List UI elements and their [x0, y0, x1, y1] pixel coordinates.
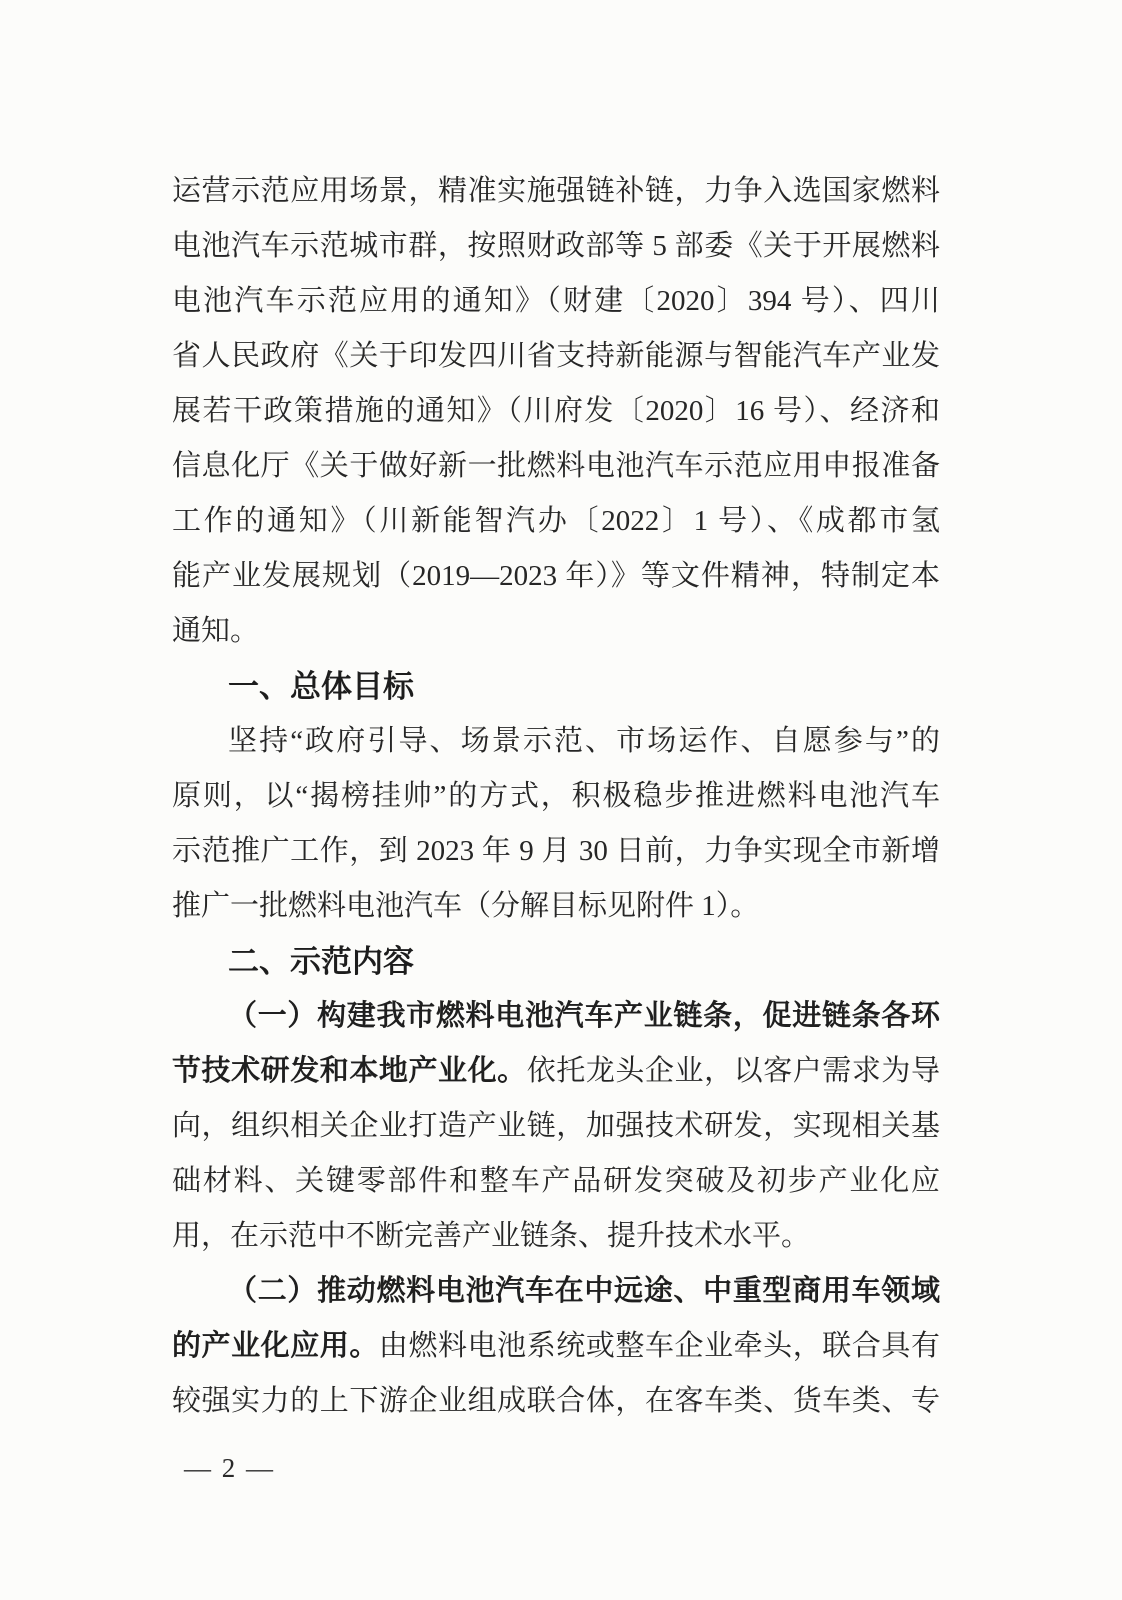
text-line — [172, 1319, 940, 1374]
line-text: 依托龙头企业，以客户需求为导 — [526, 1055, 940, 1087]
text-line: （一）构建我市燃料电池汽车产业链条，促进链条各环 — [228, 1000, 940, 1032]
text-line: 工作的通知》（川新能智汽办〔2022〕1 号）、《成都市氢 — [172, 505, 940, 537]
text-line: 向，组织相关企业打造产业链，加强技术研发，实现相关基 — [172, 1110, 940, 1142]
text-line: 推广一批燃料电池汽车（分解目标见附件 1）。 — [172, 890, 760, 922]
text-line: 坚持“政府引导、场景示范、市场运作、自愿参与”的 — [228, 725, 940, 757]
bold-lead-text: 节技术研发和本地产业化。 — [172, 1055, 527, 1087]
bold-lead-text: 的产业化应用。 — [172, 1330, 379, 1362]
document-body — [172, 164, 940, 1429]
text-line: 展若干政策措施的通知》（川府发〔2020〕16 号）、经济和 — [172, 395, 940, 427]
line-text: 由燃料电池系统或整车企业牵头，联合具有 — [378, 1330, 940, 1362]
section-heading-overall-goal: 一、总体目标 — [228, 669, 414, 704]
text-line: 电池汽车示范城市群，按照财政部等 5 部委《关于开展燃料 — [172, 230, 940, 262]
text-line: 示范推广工作，到 2023 年 9 月 30 日前，力争实现全市新增 — [172, 835, 940, 867]
page-number: — 2 — — [184, 1453, 275, 1483]
text-line: 信息化厅《关于做好新一批燃料电池汽车示范应用申报准备 — [172, 450, 940, 482]
text-line: （二）推动燃料电池汽车在中远途、中重型商用车领域 — [228, 1275, 940, 1307]
text-line: 用，在示范中不断完善产业链条、提升技术水平。 — [172, 1220, 811, 1252]
text-line: 能产业发展规划（2019—2023 年）》等文件精神，特制定本 — [172, 560, 940, 592]
text-line: 通知。 — [172, 615, 260, 647]
text-line: 较强实力的上下游企业组成联合体，在客车类、货车类、专 — [172, 1385, 940, 1417]
text-line: 原则，以“揭榜挂帅”的方式，积极稳步推进燃料电池汽车 — [172, 780, 940, 812]
text-line — [172, 1044, 940, 1099]
section-heading-demo-content: 二、示范内容 — [228, 944, 414, 979]
text-line: 运营示范应用场景，精准实施强链补链，力争入选国家燃料 — [172, 175, 940, 207]
text-line: 电池汽车示范应用的通知》（财建〔2020〕394 号）、四川 — [172, 285, 940, 317]
text-line: 省人民政府《关于印发四川省支持新能源与智能汽车产业发 — [172, 340, 940, 372]
text-line: 础材料、关键零部件和整车产品研发突破及初步产业化应 — [172, 1165, 940, 1197]
